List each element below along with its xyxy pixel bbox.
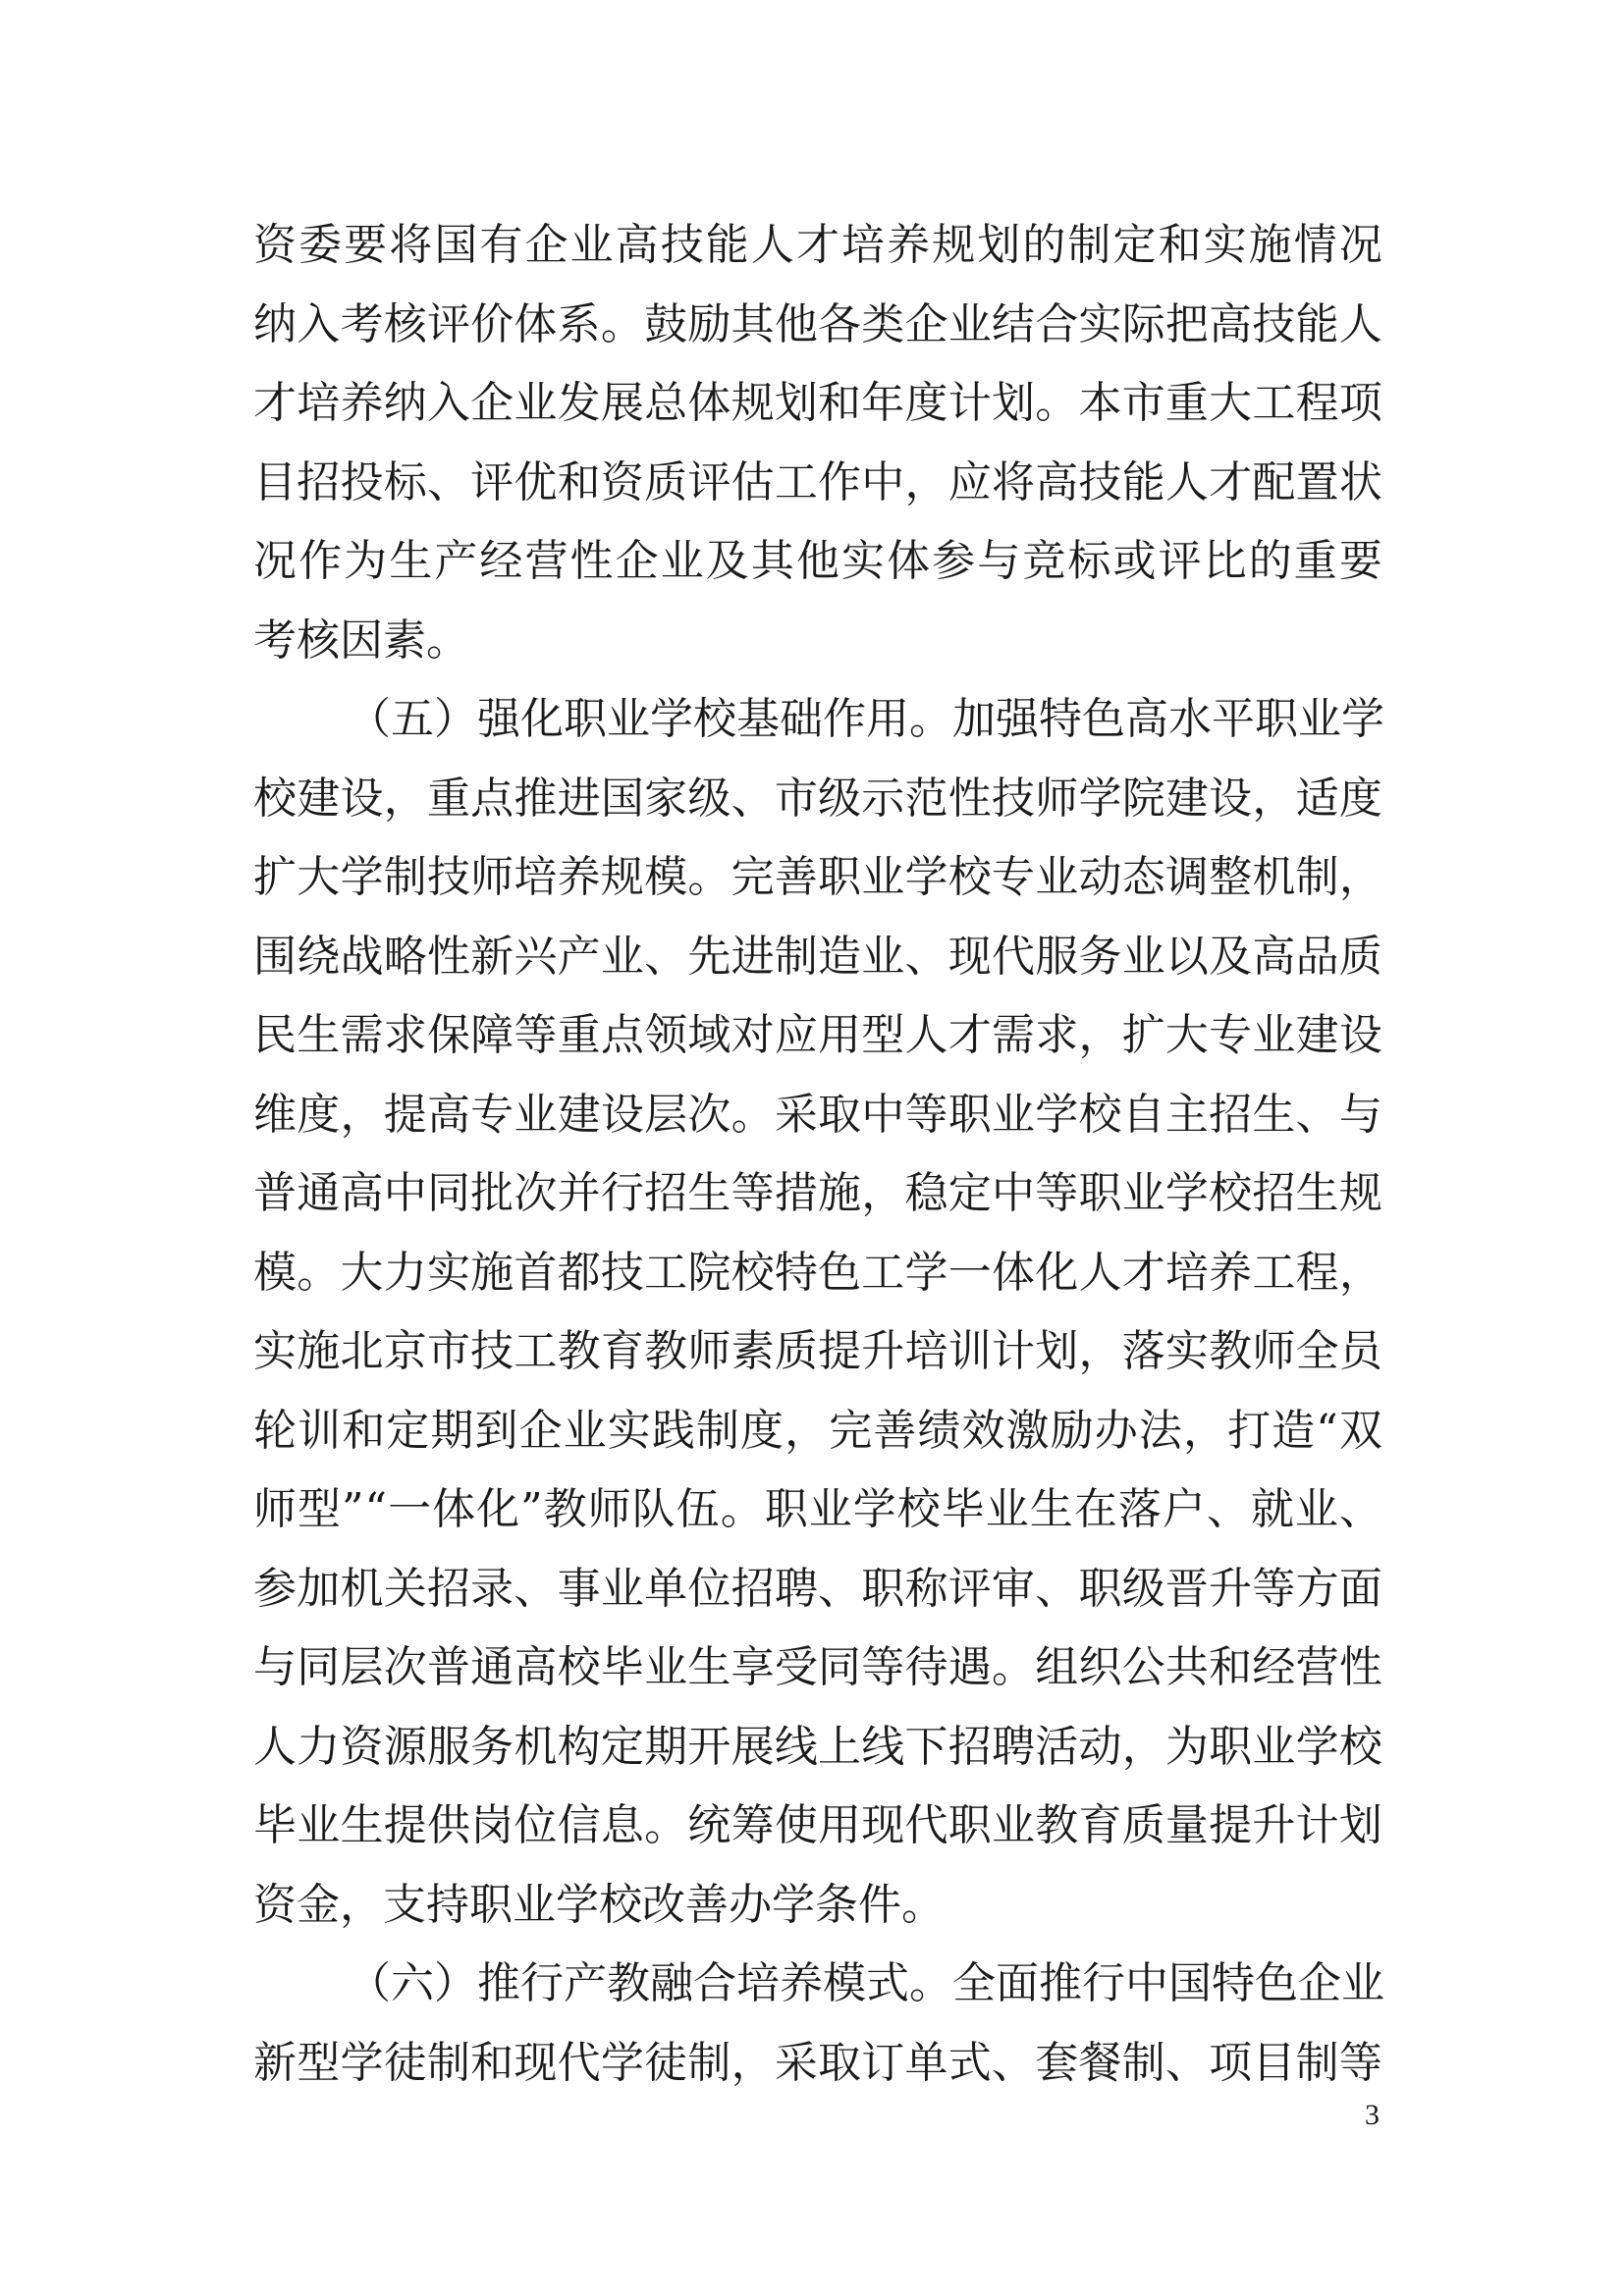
text-line: 人 力 资 源 服 务 机 构 定 期 开 展 线 上 线 下 招 聘 活 动 ， 为 职 业 学 校 — [253, 1721, 1382, 1772]
text-line: 纳 入 考 核 评 价 体 系 。 鼓 励 其 他 各 类 企 业 结 合 实 际 把 高 技 能 人 — [253, 298, 1382, 349]
text-line: 师 型 ” “ 一 体 化 ” 教 师 队 伍 。 职 业 学 校 毕 业 生 在 落 户 、 就 业 、 — [253, 1484, 1382, 1534]
text-line: 围 绕 战 略 性 新 兴 产 业 、 先 进 制 造 业 、 现 代 服 务 业 以 及 高 品 质 — [253, 931, 1382, 982]
text-line: 参 加 机 关 招 录 、 事 业 单 位 招 聘 、 职 称 评 审 、 职 级 晋 升 等 方 面 — [253, 1563, 1382, 1614]
text-line: 扩 大 学 制 技 师 培 养 规 模 。 完 善 职 业 学 校 专 业 动 态 调 整 机 制 ， — [253, 852, 1382, 902]
text-line: 才 培 养 纳 入 企 业 发 展 总 体 规 划 和 年 度 计 划 。 本 市 重 大 工 程 项 — [253, 378, 1382, 428]
text-line: 轮 训 和 定 期 到 企 业 实 践 制 度 ， 完 善 绩 效 激 励 办 法 ， 打 造 “ 双 — [253, 1405, 1382, 1456]
text-line: 况 作 为 生 产 经 营 性 企 业 及 其 他 实 体 参 与 竞 标 或 评 比 的 重 要 — [253, 536, 1382, 586]
text-line: 普 通 高 中 同 批 次 并 行 招 生 等 措 施 ， 稳 定 中 等 职 业 学 校 招 生 规 — [253, 1168, 1382, 1218]
text-line: 新 型 学 徒 制 和 现 代 学 徒 制 ， 采 取 订 单 式 、 套 餐 制 、 项 目 制 等 — [253, 2037, 1382, 2088]
text-line: 维 度 ， 提 高 专 业 建 设 层 次 。 采 取 中 等 职 业 学 校 自 主 招 生 、 与 — [253, 1089, 1382, 1140]
text-line: 资金，支持职业学校改善办学条件。 — [253, 1879, 945, 1930]
text-line: 考核因素。 — [253, 614, 469, 666]
text-line: 民 生 需 求 保 障 等 重 点 领 域 对 应 用 型 人 才 需 求 ， 扩 大 专 业 建 设 — [253, 1010, 1382, 1060]
page-number: 3 — [1365, 2099, 1380, 2131]
text-line: 模 。 大 力 实 施 首 都 技 工 院 校 特 色 工 学 一 体 化 人 才 培 养 工 程 ， — [253, 1247, 1382, 1298]
text-line: 毕 业 生 提 供 岗 位 信 息 。 统 筹 使 用 现 代 职 业 教 育 质 量 提 升 计 划 — [253, 1800, 1382, 1850]
text-line: （ 五 ） 强 化 职 业 学 校 基 础 作 用 。 加 强 特 色 高 水 平 职 业 学 — [348, 694, 1384, 744]
text-line: 与 同 层 次 普 通 高 校 毕 业 生 享 受 同 等 待 遇 。 组 织 公 共 和 经 营 性 — [253, 1642, 1382, 1692]
text-line: （ 六 ） 推 行 产 教 融 合 培 养 模 式 。 全 面 推 行 中 国 特 色 企 业 — [348, 1958, 1384, 2008]
body-text — [253, 206, 1382, 2103]
text-line: 实 施 北 京 市 技 工 教 育 教 师 素 质 提 升 培 训 计 划 ， 落 实 教 师 全 员 — [253, 1326, 1382, 1376]
text-line: 目 招 投 标 、 评 优 和 资 质 评 估 工 作 中 ， 应 将 高 技 能 人 才 配 置 状 — [253, 456, 1382, 507]
text-line: 校 建 设 ， 重 点 推 进 国 家 级 、 市 级 示 范 性 技 师 学 院 建 设 ， 适 度 — [253, 773, 1382, 824]
text-line: 资 委 要 将 国 有 企 业 高 技 能 人 才 培 养 规 划 的 制 定 和 实 施 情 况 — [253, 220, 1382, 270]
